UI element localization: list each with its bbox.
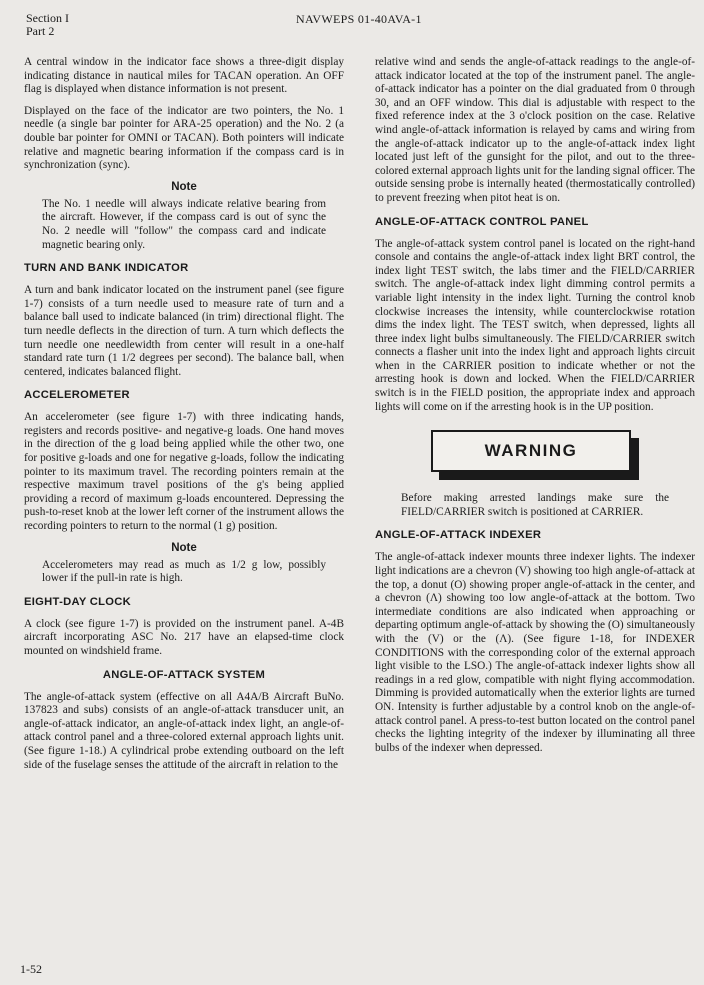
- warning-text: Before making arrested landings make sure the FIELD/CARRIER switch is positioned at CARRIER.: [401, 492, 669, 518]
- paragraph-aoa-continued: relative wind and sends the angle-of-attack readings to the angle-of-attack indicator located at the top of the instrument panel. The angle-of-attack indicator has a pointer on the dial graduated from 0 through 30, and an OFF window. This dial is adjustable with respect to the fixed reference index at the 3 o'clock position on the case. Relative wind angle-of-attack information is relayed by cams and wiring from the angle-of-attack indicator up to the angle-of-attack index light located just left of the gunsight for the pilot, and out to the three-colored external approach lights unit for the landing signal officer. The outside sensing probe is internally heated (thermostatically controlled) to prevent freezing when pitot heat is on.: [375, 56, 695, 204]
- heading-eight-day-clock: EIGHT-DAY CLOCK: [24, 595, 132, 608]
- heading-aoa-indexer: ANGLE-OF-ATTACK INDEXER: [375, 529, 542, 542]
- document-id: NAVWEPS 01-40AVA-1: [296, 12, 422, 26]
- paragraph-aoa-system: The angle-of-attack system (effective on all A4A/B Aircraft BuNo. 137823 and subs) consists of an angle-of-attack transducer unit, an angle-of-attack indicator, an angle-of-attack index light, an angle-of-attack control panel and a three-colored external approach lights unit. (See figure 1-18.) A cylindrical probe extending outboard on the left side of the fuselage senses the attitude of the aircraft in relation to the: [24, 690, 344, 771]
- section-label: Section I: [26, 11, 69, 25]
- paragraph-turn-and-bank: A turn and bank indicator located on the instrument panel (see figure 1-7) consists of a turn needle used to measure rate of turn and a balance ball used to indicate balanced (in trim) directional flight. The turn needle deflects in the direction of turn. A turn which deflects the turn needle one needlewidth from center will result in a one-half standard rate turn (1 1/2 degrees per second). The balance ball, when centered, indicates balanced flight.: [24, 284, 344, 378]
- heading-turn-and-bank: TURN AND BANK INDICATOR: [24, 262, 189, 275]
- page-number: 1-52: [20, 962, 42, 976]
- part-label: Part 2: [26, 24, 55, 38]
- right-column: [375, 56, 695, 763]
- warning-label: WARNING: [431, 430, 631, 472]
- left-column: [24, 56, 344, 780]
- paragraph-accelerometer: An accelerometer (see figure 1-7) with three indicating hands, registers and records positive- and negative-g loads. One hand moves in the direction of the g load being applied while the other two, one for positive g-loads and one for negative g-loads, follow the indicating pointer to its maximum travel. The recording pointers remain at the respective maximum travel positions of the g's being applied providing a record of maximum g-loads encountered. Depressing the push-to-reset knob at the lower left corner of the instrument allows the recording pointers to return to the normal (1 g) position.: [24, 411, 344, 533]
- paragraph-aoa-indexer: The angle-of-attack indexer mounts three indexer lights. The indexer light indications are a chevron (V) showing too high angle-of-attack at the top, a donut (O) showing proper angle-of-attack in the center, and a chevron (Λ) showing too low angle-of-attack at the bottom. Two intermediate conditions are also indicated when approaching or departing optimum angle-of-attack by showing the (O) simultaneously with the (V) or the (Λ). (See figure 1-18, for INDEXER CONDITIONS with the corresponding color of the external approach light visible to the LSO.) The angle-of-attack indexer lights show all readings in a red glow, compatible with night flying accommodation. Dimming is provided automatically when the exterior lights are turned ON. Intensity is further adjustable by a control knob on the angle-of-attack control panel. A press-to-test button located on the control panel checks the lighting integrity of the indexer by illuminating all three bulbs of the indexer when depressed.: [375, 551, 695, 754]
- heading-aoa-control-panel: ANGLE-OF-ATTACK CONTROL PANEL: [375, 215, 589, 228]
- section-header: [26, 12, 69, 38]
- note-title: Note: [171, 180, 197, 193]
- heading-accelerometer: ACCELEROMETER: [24, 389, 130, 402]
- heading-aoa-system: ANGLE-OF-ATTACK SYSTEM: [102, 668, 266, 681]
- paragraph-tacan-display: A central window in the indicator face shows a three-digit display indicating distance in nautical miles for TACAN operation. An OFF flag is displayed when distance information is not present.: [24, 56, 344, 96]
- note-body: Accelerometers may read as much as 1/2 g low, possibly lower if the pull-in rate is high.: [42, 558, 326, 585]
- note-body: The No. 1 needle will always indicate relative bearing from the aircraft. However, if the compass card is out of sync the No. 2 needle will "follow" the compass card and indicate magnetic bearing only.: [42, 197, 326, 251]
- paragraph-eight-day-clock: A clock (see figure 1-7) is provided on the instrument panel. A-4B aircraft incorporating ASC No. 217 have an elapsed-time clock mounted on windshield frame.: [24, 617, 344, 657]
- paragraph-aoa-control-panel: The angle-of-attack system control panel is located on the right-hand console and contains the angle-of-attack index light BRT control, the index light TEST switch, the labs timer and the FIELD/CARRIER switch. The angle-of-attack index light dimming control permits a variable light intensity in the index light. Turning the control knob clockwise increases the intensity, while counterclockwise rotation dims the index light. The TEST switch, when depressed, lights all three index light bulbs simultaneously. The FIELD/CARRIER switch connects a flasher unit into the index light and approach lights circuit when in the CARRIER position to indicate whether or not the arresting hook is down and locked. When the FIELD/CARRIER switch is in the FIELD position, the appropriate index and approach lights will come on if the arresting hook is in the UP position.: [375, 237, 695, 413]
- warning-box: [431, 430, 639, 478]
- note-title: Note: [171, 541, 197, 554]
- paragraph-pointers: Displayed on the face of the indicator are two pointers, the No. 1 needle (a single bar pointer for ARA-25 operation) and the No. 2 (a double bar pointer for OMNI or TACAN). Both pointers will indicate relative and magnetic bearing information if the compass card is in synchronization (sync).: [24, 104, 344, 172]
